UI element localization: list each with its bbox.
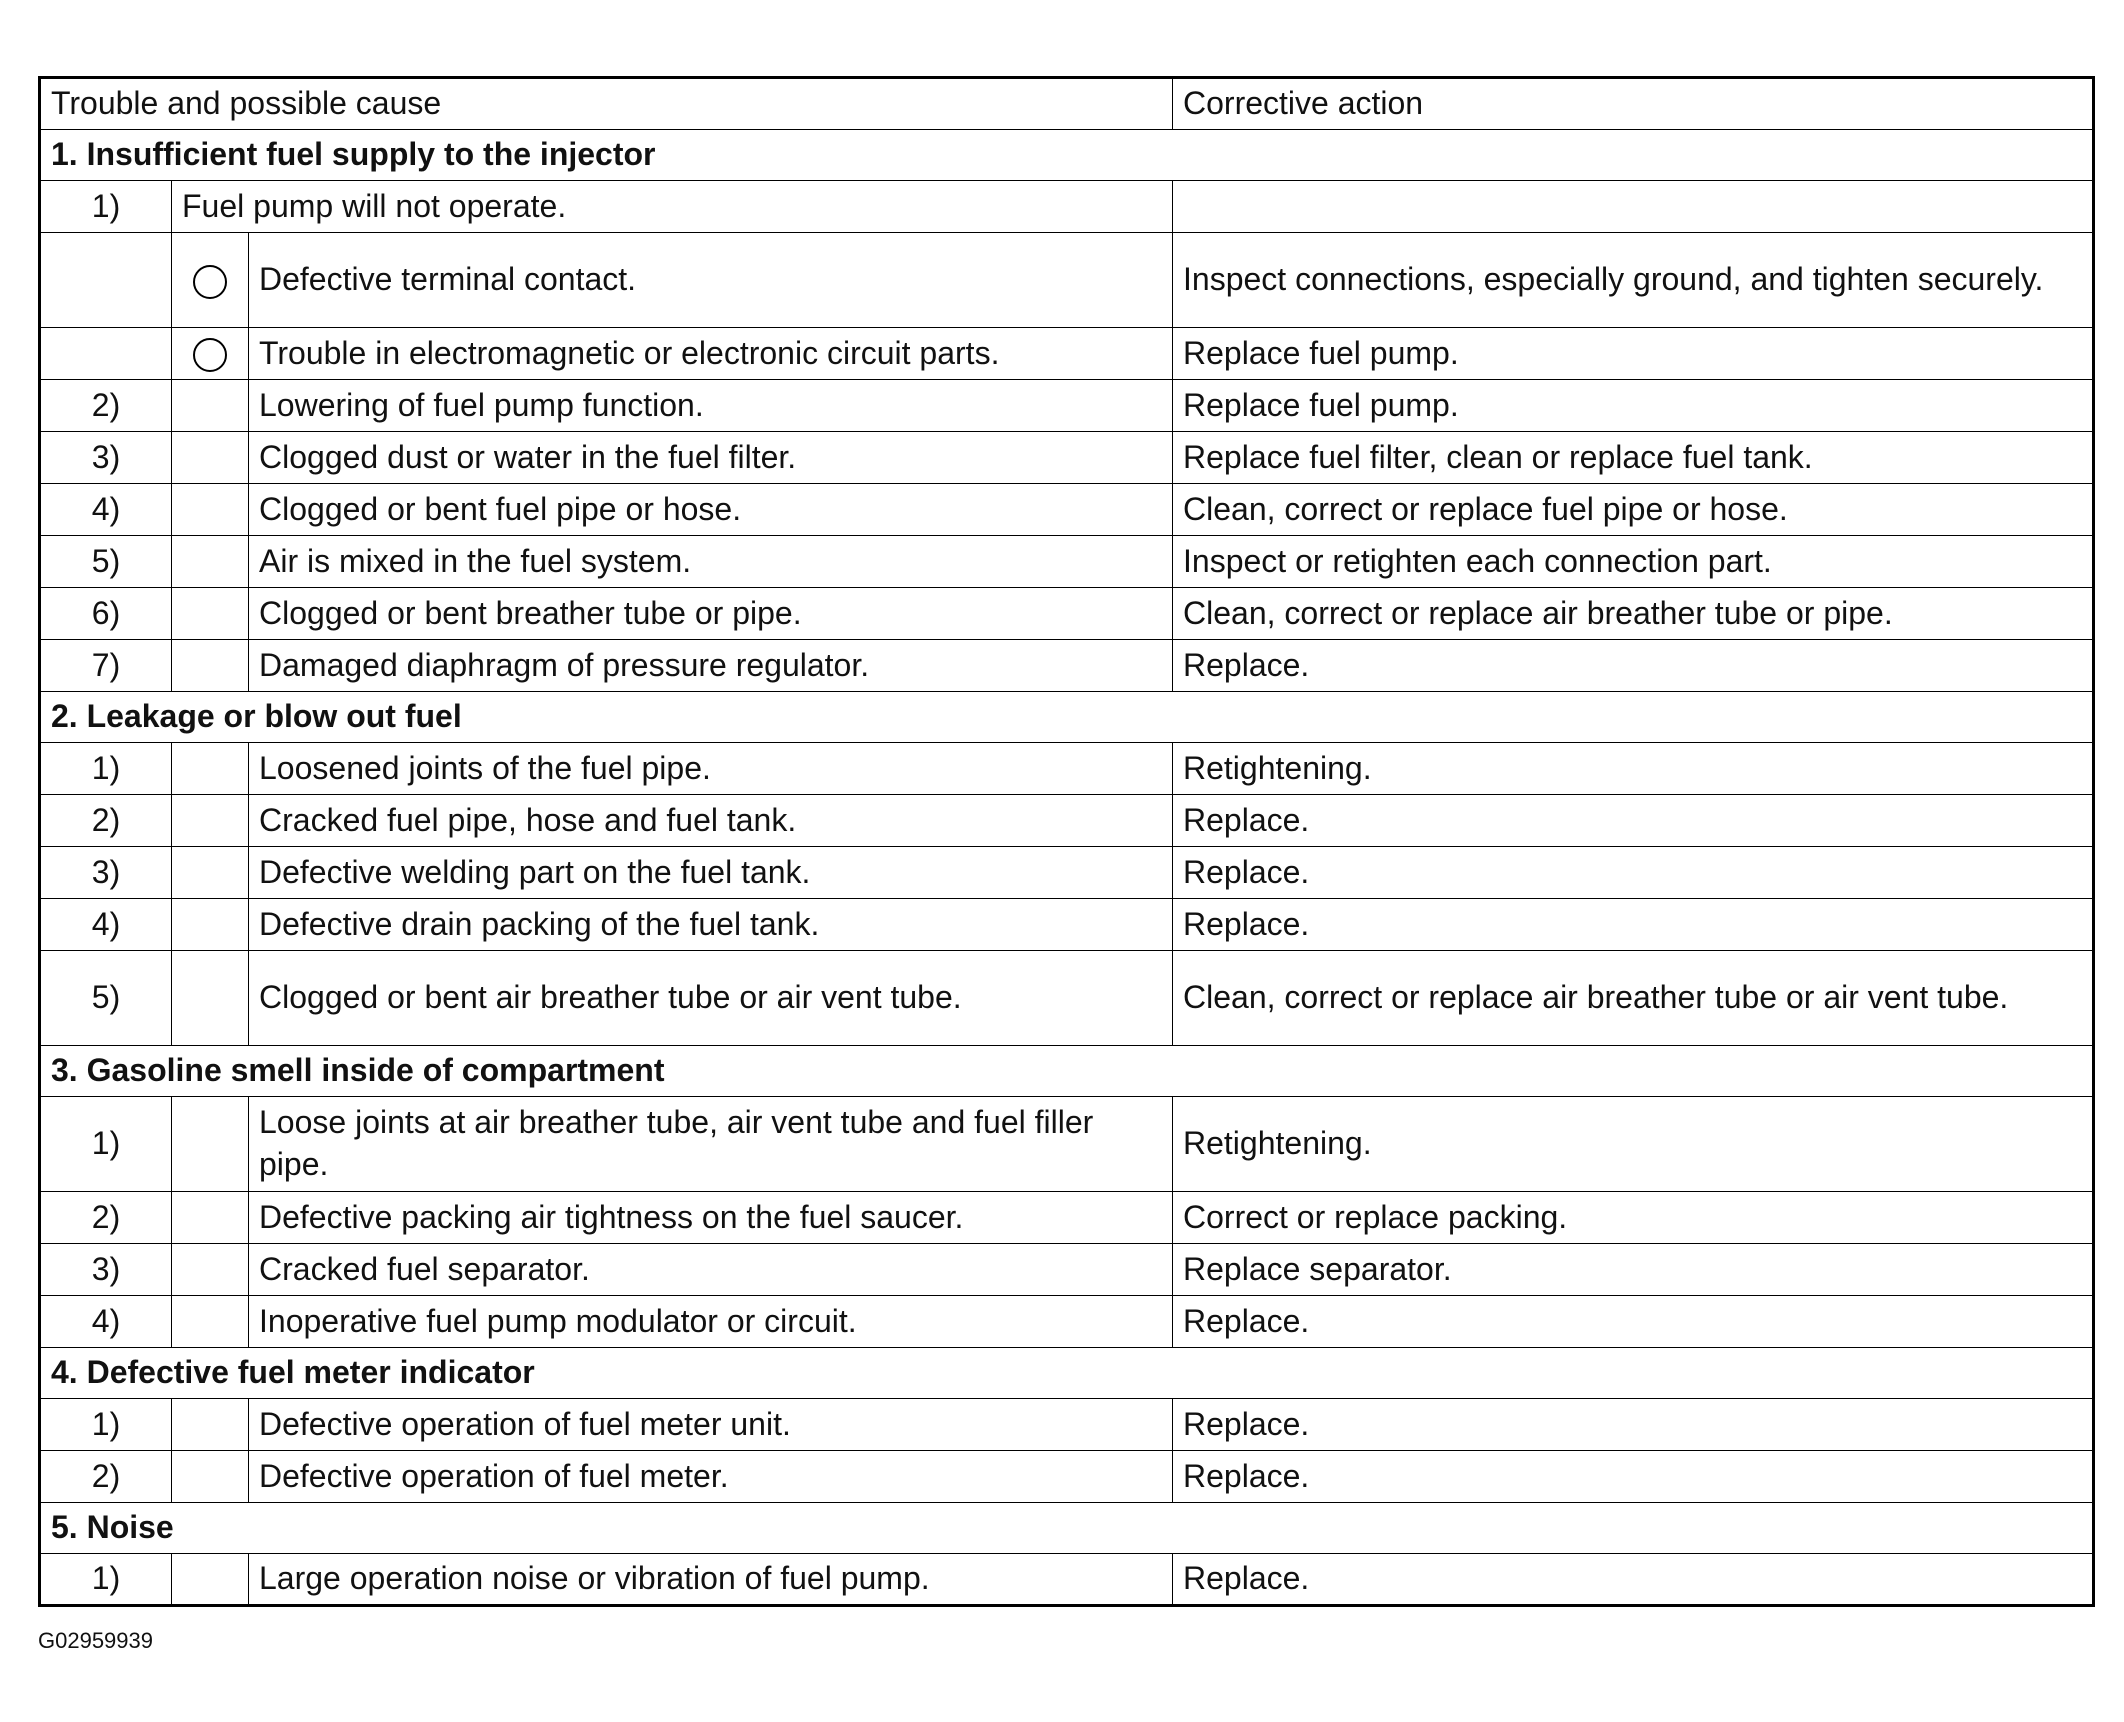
item-number: 2): [40, 380, 172, 432]
cause-text: Inoperative fuel pump modulator or circuit.: [249, 1296, 1173, 1348]
table-row: [40, 484, 2094, 536]
cause-text: Clogged or bent breather tube or pipe.: [249, 588, 1173, 640]
action-text: Clean, correct or replace air breather tube or pipe.: [1173, 588, 2094, 640]
bullet-cell: [172, 484, 249, 536]
circle-bullet-icon: [193, 338, 227, 372]
item-number: 5): [40, 536, 172, 588]
cause-text: Defective terminal contact.: [249, 233, 1173, 328]
circle-bullet-icon: [193, 265, 227, 299]
table-row: [40, 743, 2094, 795]
table-row: [40, 1554, 2094, 1606]
bullet-cell: [172, 743, 249, 795]
cause-text: Defective packing air tightness on the fuel saucer.: [249, 1192, 1173, 1244]
bullet-cell: [172, 1097, 249, 1192]
cause-text: Clogged or bent fuel pipe or hose.: [249, 484, 1173, 536]
bullet-cell: [172, 380, 249, 432]
table-row: [40, 1451, 2094, 1503]
bullet-cell: [172, 233, 249, 328]
bullet-cell: [172, 1296, 249, 1348]
section-row: [40, 692, 2094, 743]
table-row: [40, 432, 2094, 484]
action-text: Inspect connections, especially ground, and tighten securely.: [1173, 233, 2094, 328]
bullet-cell: [172, 536, 249, 588]
action-text: Replace.: [1173, 1451, 2094, 1503]
action-text: Replace separator.: [1173, 1244, 2094, 1296]
cause-text: Defective drain packing of the fuel tank.: [249, 899, 1173, 951]
table-body: [40, 78, 2094, 1606]
item-number: 4): [40, 484, 172, 536]
item-number: [40, 328, 172, 380]
action-text: Replace.: [1173, 847, 2094, 899]
item-number: 2): [40, 1192, 172, 1244]
item-number: 3): [40, 1244, 172, 1296]
action-text: Retightening.: [1173, 743, 2094, 795]
action-text: Retightening.: [1173, 1097, 2094, 1192]
section-title: 3. Gasoline smell inside of compartment: [40, 1046, 2094, 1097]
cause-text: Air is mixed in the fuel system.: [249, 536, 1173, 588]
bullet-cell: [172, 1192, 249, 1244]
action-text: Replace fuel filter, clean or replace fuel tank.: [1173, 432, 2094, 484]
table-row: [40, 951, 2094, 1046]
item-number: 1): [40, 181, 172, 233]
bullet-cell: [172, 328, 249, 380]
table-row: [40, 233, 2094, 328]
cause-text: Loose joints at air breather tube, air vent tube and fuel filler pipe.: [249, 1097, 1173, 1192]
bullet-cell: [172, 1244, 249, 1296]
bullet-cell: [172, 847, 249, 899]
item-number: 6): [40, 588, 172, 640]
table-row: [40, 640, 2094, 692]
table-row: [40, 1296, 2094, 1348]
action-text: Replace.: [1173, 640, 2094, 692]
bullet-cell: [172, 640, 249, 692]
item-number: 4): [40, 899, 172, 951]
cause-text: Trouble in electromagnetic or electronic circuit parts.: [249, 328, 1173, 380]
figure-id: G02959939: [38, 1628, 153, 1653]
section-title: 2. Leakage or blow out fuel: [40, 692, 2094, 743]
item-number: 1): [40, 1399, 172, 1451]
cause-text: Clogged or bent air breather tube or air vent tube.: [249, 951, 1173, 1046]
action-text: Replace fuel pump.: [1173, 328, 2094, 380]
section-title: 4. Defective fuel meter indicator: [40, 1348, 2094, 1399]
item-number: 2): [40, 795, 172, 847]
action-text: Clean, correct or replace air breather tube or air vent tube.: [1173, 951, 2094, 1046]
section-title: 5. Noise: [40, 1503, 2094, 1554]
section-row: [40, 1503, 2094, 1554]
cause-text: Large operation noise or vibration of fuel pump.: [249, 1554, 1173, 1606]
section-row: [40, 1348, 2094, 1399]
bullet-cell: [172, 899, 249, 951]
cause-text: Loosened joints of the fuel pipe.: [249, 743, 1173, 795]
item-number: 1): [40, 1554, 172, 1606]
item-number: 7): [40, 640, 172, 692]
cause-text: Fuel pump will not operate.: [172, 181, 1173, 233]
table-row: [40, 536, 2094, 588]
action-text: Replace.: [1173, 1554, 2094, 1606]
table-row: [40, 1244, 2094, 1296]
action-text: Replace.: [1173, 795, 2094, 847]
action-text: Replace.: [1173, 899, 2094, 951]
item-number: 5): [40, 951, 172, 1046]
table-row: [40, 380, 2094, 432]
section-row: [40, 130, 2094, 181]
table-row: [40, 181, 2094, 233]
table-row: [40, 328, 2094, 380]
section-row: [40, 1046, 2094, 1097]
action-text: Inspect or retighten each connection part.: [1173, 536, 2094, 588]
action-text: Correct or replace packing.: [1173, 1192, 2094, 1244]
table-row: [40, 588, 2094, 640]
item-number: 2): [40, 1451, 172, 1503]
bullet-cell: [172, 795, 249, 847]
item-number: 1): [40, 743, 172, 795]
item-number: [40, 233, 172, 328]
item-number: 1): [40, 1097, 172, 1192]
action-text: Replace.: [1173, 1399, 2094, 1451]
cause-text: Defective operation of fuel meter.: [249, 1451, 1173, 1503]
action-text: Replace.: [1173, 1296, 2094, 1348]
bullet-cell: [172, 1399, 249, 1451]
action-text: Replace fuel pump.: [1173, 380, 2094, 432]
cause-text: Cracked fuel pipe, hose and fuel tank.: [249, 795, 1173, 847]
table-row: [40, 1097, 2094, 1192]
table-row: [40, 847, 2094, 899]
bullet-cell: [172, 1554, 249, 1606]
bullet-cell: [172, 1451, 249, 1503]
cause-text: Lowering of fuel pump function.: [249, 380, 1173, 432]
action-text: Clean, correct or replace fuel pipe or hose.: [1173, 484, 2094, 536]
troubleshooting-table: [38, 76, 2095, 1607]
cause-text: Damaged diaphragm of pressure regulator.: [249, 640, 1173, 692]
action-text: [1173, 181, 2094, 233]
item-number: 4): [40, 1296, 172, 1348]
table-row: [40, 1192, 2094, 1244]
item-number: 3): [40, 432, 172, 484]
item-number: 3): [40, 847, 172, 899]
bullet-cell: [172, 951, 249, 1046]
table-row: [40, 1399, 2094, 1451]
table-row: [40, 899, 2094, 951]
header-row: [40, 78, 2094, 130]
cause-text: Cracked fuel separator.: [249, 1244, 1173, 1296]
header-action: Corrective action: [1173, 78, 2094, 130]
section-title: 1. Insufficient fuel supply to the injector: [40, 130, 2094, 181]
header-cause: Trouble and possible cause: [40, 78, 1173, 130]
bullet-cell: [172, 432, 249, 484]
cause-text: Defective operation of fuel meter unit.: [249, 1399, 1173, 1451]
bullet-cell: [172, 588, 249, 640]
cause-text: Defective welding part on the fuel tank.: [249, 847, 1173, 899]
table-row: [40, 795, 2094, 847]
cause-text: Clogged dust or water in the fuel filter.: [249, 432, 1173, 484]
